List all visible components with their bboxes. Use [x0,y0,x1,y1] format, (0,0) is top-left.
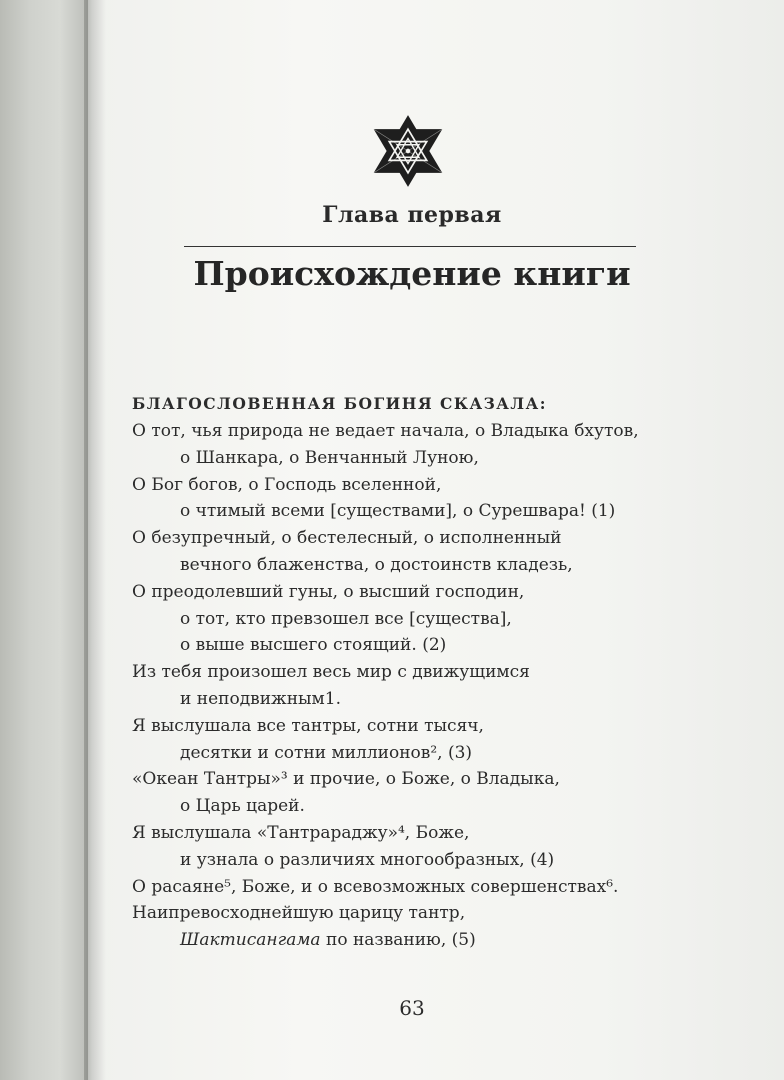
speaker-heading: БЛАГОСЛОВЕННАЯ БОГИНЯ СКАЗАЛА: [132,394,547,413]
verse-line: и неподвижным1. [180,688,342,709]
sri-yantra-icon [369,110,447,192]
verse-line: о тот, кто превзошел все [существа], [180,608,512,629]
verse-line: О расаяне⁵, Боже, и о всевозможных совершенствах⁶. [132,876,619,897]
verse-line: О преодолевший гуны, о высший господин, [132,581,525,602]
verse-italic-term: Шактисангама [180,930,321,951]
chapter-divider [184,246,636,247]
verse-line: Из тебя произошел весь мир с движущимся [132,662,530,683]
left-page-edge [0,0,88,1080]
verse-line: О тот, чья природа не ведает начала, о Владыка бхутов, [132,421,639,441]
verse-line: О безупречный, о бестелесный, о исполненный [132,528,562,549]
verse-line: Я выслушала все тантры, сотни тысяч, [132,715,484,736]
verse-line: десятки и сотни миллионов², (3) [180,742,473,763]
verse-line: о выше высшего стоящий. (2) [180,635,447,656]
verse-line: Наипревосходнейшую царицу тантр, [132,903,466,924]
chapter-label: Глава первая [322,202,502,228]
verse-line: О Бог богов, о Господь вселенной, [132,474,442,495]
verse-line: о Шанкара, о Венчанный Луною, [180,447,479,468]
verse-line: вечного блаженства, о достоинств кладезь, [180,554,573,575]
page-number: 63 [399,996,425,1020]
verse-line: «Океан Тантры»³ и прочие, о Боже, о Владыка, [132,769,560,790]
chapter-title: Происхождение книги [193,254,631,293]
verse-line: о чтимый всеми [существами], о Сурешвара! (1) [180,501,616,522]
verse-block [132,390,652,954]
verse-lines [132,418,652,954]
verse-line: Шактисангама по названию, (5) [180,930,476,951]
verse-line: о Царь царей. [180,796,305,817]
book-page [92,0,784,1080]
verse-line: Я выслушала «Тантрараджу»⁴, Боже, [132,822,470,843]
verse-line: и узнала о различиях многообразных, (4) [180,849,555,870]
